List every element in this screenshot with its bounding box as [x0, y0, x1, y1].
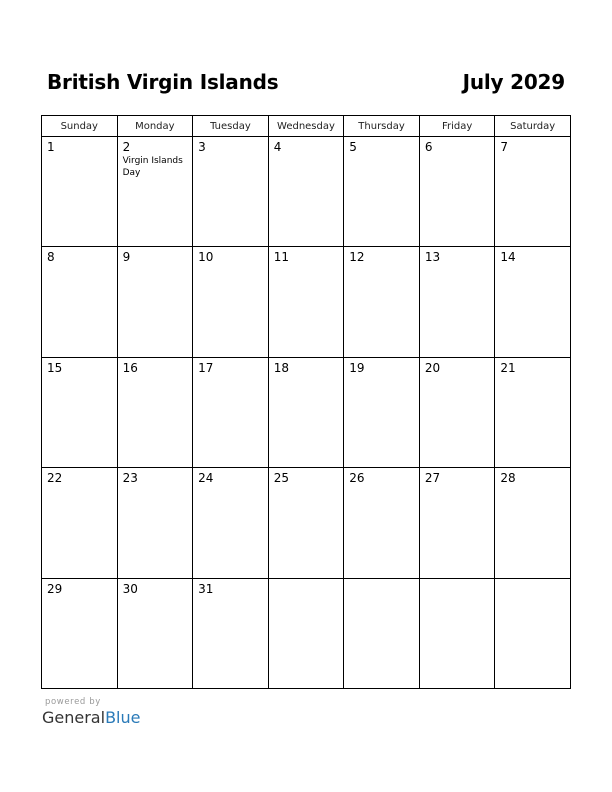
- month-title: July 2029: [462, 70, 565, 94]
- day-cell: [193, 247, 269, 357]
- calendar-header: [47, 70, 565, 100]
- day-number: 5: [349, 140, 357, 154]
- day-number: 30: [122, 581, 138, 596]
- weekday-tuesday: Tuesday: [193, 116, 269, 137]
- day-number: 24: [198, 471, 214, 486]
- powered-by-label: powered by: [45, 697, 101, 707]
- day-number: 3: [198, 140, 206, 154]
- brand-general-text: General: [42, 708, 106, 727]
- day-cell: [268, 357, 344, 467]
- day-cell: [268, 578, 344, 688]
- day-number: 19: [349, 360, 365, 375]
- day-cell: [117, 578, 193, 688]
- day-number: 13: [424, 250, 441, 265]
- day-cell: [42, 137, 118, 247]
- day-cell: [117, 137, 193, 247]
- day-number: [269, 579, 344, 582]
- weekday-friday: Friday: [419, 116, 495, 137]
- day-number: 31: [198, 581, 214, 596]
- brand-logo: [42, 708, 202, 727]
- day-cell: [344, 247, 420, 357]
- day-number: 4: [273, 140, 282, 154]
- day-cell: [193, 137, 269, 247]
- day-cell: [344, 468, 420, 578]
- day-number: 9: [122, 250, 131, 265]
- day-cell: [495, 578, 571, 688]
- day-cell: [495, 137, 571, 247]
- week-row: [42, 137, 571, 247]
- day-cell: [268, 247, 344, 357]
- day-cell: [419, 137, 495, 247]
- day-number: 29: [47, 581, 63, 596]
- day-cell: [495, 357, 571, 467]
- day-number: 8: [47, 250, 55, 265]
- day-cell: [268, 137, 344, 247]
- day-cell: [495, 247, 571, 357]
- day-number: 6: [424, 140, 433, 154]
- holiday-label: Virgin Islands Day: [122, 156, 183, 178]
- day-cell: [268, 468, 344, 578]
- day-number: 23: [122, 471, 138, 486]
- day-cell: [42, 468, 118, 578]
- day-cell: [117, 247, 193, 357]
- day-cell: [344, 137, 420, 247]
- day-cell: [419, 468, 495, 578]
- day-number: 1: [47, 140, 55, 154]
- weekday-saturday: Saturday: [495, 116, 571, 137]
- week-row: [42, 357, 571, 467]
- weekday-sunday: Sunday: [42, 116, 118, 137]
- day-cell: [495, 468, 571, 578]
- day-number: 25: [273, 471, 289, 486]
- day-cell: [42, 357, 118, 467]
- day-number: 26: [349, 471, 365, 486]
- day-number: 7: [500, 140, 509, 154]
- day-number: [495, 579, 570, 582]
- day-cell: [193, 468, 269, 578]
- week-row: [42, 247, 571, 357]
- footer-branding: [42, 697, 202, 727]
- day-cell: [117, 357, 193, 467]
- weekday-header-row: [42, 116, 571, 137]
- day-cell: [344, 578, 420, 688]
- brand-blue-text: Blue: [105, 708, 141, 727]
- day-number: 20: [424, 360, 441, 375]
- day-number: 16: [122, 360, 138, 375]
- month-calendar-grid: [41, 115, 571, 689]
- day-cell: [419, 247, 495, 357]
- day-number: 14: [500, 250, 516, 265]
- day-number: 28: [500, 471, 516, 486]
- day-number: 10: [198, 250, 214, 265]
- day-number: 27: [424, 471, 441, 486]
- day-cell: [42, 578, 118, 688]
- day-cell: [344, 357, 420, 467]
- weekday-wednesday: Wednesday: [268, 116, 344, 137]
- day-cell: [193, 357, 269, 467]
- page-title: British Virgin Islands: [47, 70, 279, 94]
- day-number: [420, 579, 495, 582]
- day-cell: [419, 578, 495, 688]
- day-number: 22: [47, 471, 63, 486]
- day-cell: [117, 468, 193, 578]
- calendar-body: [42, 137, 571, 689]
- week-row: [42, 468, 571, 578]
- day-cell: [419, 357, 495, 467]
- day-cell: [42, 247, 118, 357]
- day-number: 15: [47, 360, 63, 375]
- day-number: 18: [273, 360, 289, 375]
- weekday-thursday: Thursday: [344, 116, 420, 137]
- day-number: 12: [349, 250, 365, 265]
- day-number: 2: [122, 140, 131, 154]
- day-number: 17: [198, 360, 214, 375]
- week-row: [42, 578, 571, 688]
- day-number: 21: [500, 360, 516, 375]
- day-number: [344, 579, 419, 582]
- day-cell: [193, 578, 269, 688]
- day-number: 11: [273, 250, 289, 265]
- weekday-monday: Monday: [117, 116, 193, 137]
